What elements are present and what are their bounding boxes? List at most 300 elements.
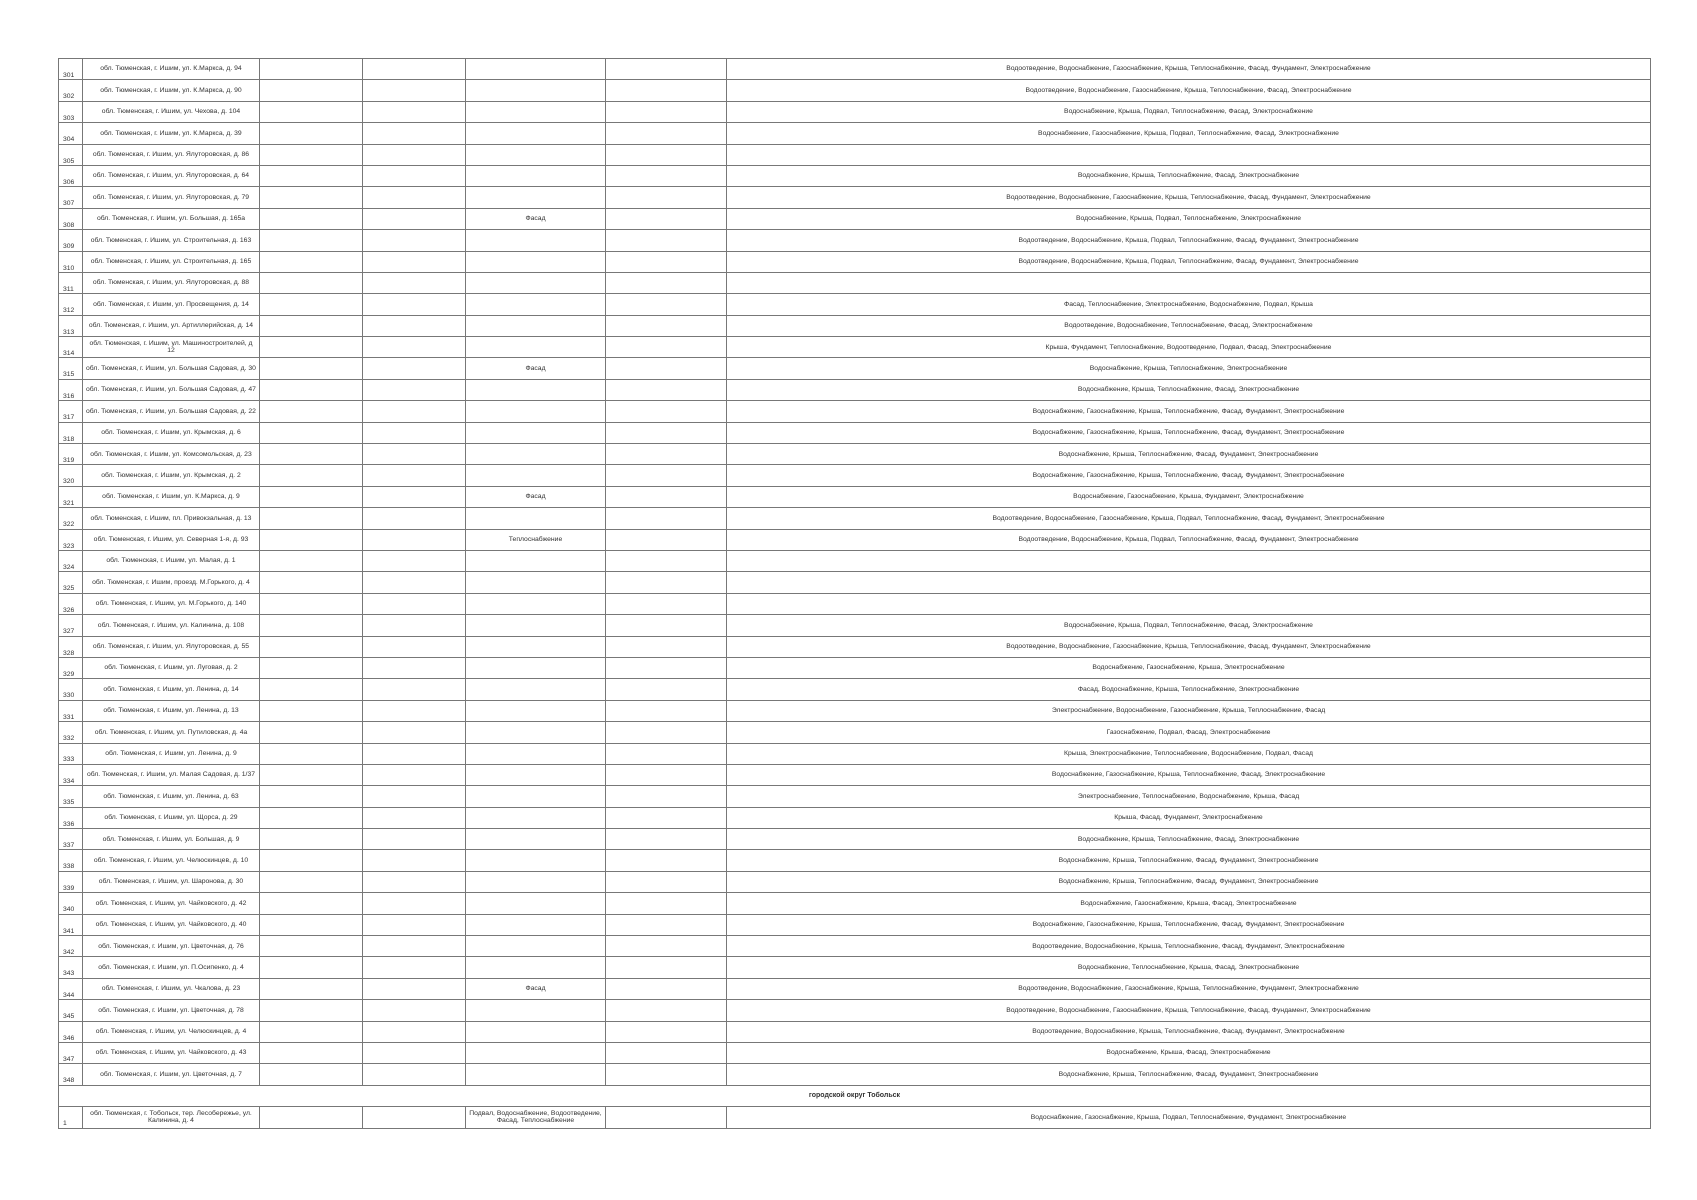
table-row — [59, 358, 1651, 379]
address-cell: обл. Тюменская, г. Ишим, ул. К.Маркса, д. 90 — [83, 80, 260, 101]
col3-cell — [260, 529, 363, 550]
works-cell: Водоснабжение, Газоснабжение, Крыша, Теплоснабжение, Фасад, Фундамент, Электроснабжение — [727, 465, 1651, 486]
col5-cell — [466, 786, 606, 807]
row-number: 336 — [59, 807, 83, 828]
row-number: 327 — [59, 615, 83, 636]
table-row — [59, 315, 1651, 336]
works-cell — [727, 550, 1651, 571]
col4-cell — [363, 657, 466, 678]
address-cell: обл. Тюменская, г. Ишим, ул. Ялуторовская, д. 86 — [83, 144, 260, 165]
col3-cell — [260, 978, 363, 999]
address-cell: обл. Тюменская, г. Ишим, ул. Малая, д. 1 — [83, 550, 260, 571]
col6-cell — [606, 187, 727, 208]
col3-cell — [260, 743, 363, 764]
col4-cell — [363, 422, 466, 443]
address-cell: обл. Тюменская, г. Ишим, ул. Ленина, д. 63 — [83, 786, 260, 807]
works-cell: Водоотведение, Водоснабжение, Крыша, Теплоснабжение, Фасад, Фундамент, Электроснабжение — [727, 1021, 1651, 1042]
table-row — [59, 829, 1651, 850]
col4-cell — [363, 722, 466, 743]
row-number: 339 — [59, 871, 83, 892]
row-number: 316 — [59, 379, 83, 400]
address-cell: обл. Тюменская, г. Ишим, ул. Крымская, д. 2 — [83, 465, 260, 486]
col4-cell — [363, 1064, 466, 1085]
works-cell: Водоснабжение, Крыша, Фасад, Электроснабжение — [727, 1042, 1651, 1063]
col3-cell — [260, 914, 363, 935]
col6-cell — [606, 1000, 727, 1021]
table-row — [59, 722, 1651, 743]
table-row — [59, 1000, 1651, 1021]
table-row — [59, 1042, 1651, 1063]
row-number: 337 — [59, 829, 83, 850]
address-cell: обл. Тюменская, г. Ишим, ул. Цветочная, д. 7 — [83, 1064, 260, 1085]
table-row — [59, 59, 1651, 80]
table-row — [59, 550, 1651, 571]
address-cell: обл. Тюменская, г. Ишим, ул. Строительная, д. 163 — [83, 230, 260, 251]
col6-cell — [606, 422, 727, 443]
col6-cell — [606, 722, 727, 743]
col5-cell: Фасад — [466, 358, 606, 379]
col5-cell — [466, 871, 606, 892]
col4-cell — [363, 1042, 466, 1063]
table-row — [59, 294, 1651, 315]
table-row — [59, 379, 1651, 400]
col5-cell — [466, 764, 606, 785]
col5-cell — [466, 700, 606, 721]
col4-cell — [363, 529, 466, 550]
col5-cell — [466, 722, 606, 743]
col5-cell — [466, 123, 606, 144]
table-row — [59, 893, 1651, 914]
col6-cell — [606, 807, 727, 828]
col6-cell — [606, 636, 727, 657]
works-cell: Водоснабжение, Крыша, Теплоснабжение, Электроснабжение — [727, 358, 1651, 379]
row-number: 326 — [59, 593, 83, 614]
col6-cell — [606, 80, 727, 101]
table-row — [59, 1107, 1651, 1128]
col4-cell — [363, 850, 466, 871]
row-number: 330 — [59, 679, 83, 700]
col3-cell — [260, 144, 363, 165]
col6-cell — [606, 893, 727, 914]
col5-cell — [466, 957, 606, 978]
row-number: 335 — [59, 786, 83, 807]
col6-cell — [606, 486, 727, 507]
col3-cell — [260, 123, 363, 144]
works-cell: Водоснабжение, Крыша, Теплоснабжение, Фасад, Электроснабжение — [727, 379, 1651, 400]
col4-cell — [363, 829, 466, 850]
col6-cell — [606, 272, 727, 293]
table-row — [59, 657, 1651, 678]
table-row — [59, 636, 1651, 657]
col3-cell — [260, 187, 363, 208]
col5-cell: Фасад — [466, 208, 606, 229]
col5-cell — [466, 508, 606, 529]
works-cell: Водоснабжение, Газоснабжение, Крыша, Фасад, Электроснабжение — [727, 893, 1651, 914]
col4-cell — [363, 936, 466, 957]
col4-cell — [363, 1000, 466, 1021]
works-cell: Водоотведение, Водоснабжение, Теплоснабжение, Фасад, Электроснабжение — [727, 315, 1651, 336]
row-number: 334 — [59, 764, 83, 785]
col4-cell — [363, 957, 466, 978]
address-cell: обл. Тюменская, г. Ишим, ул. Артиллерийская, д. 14 — [83, 315, 260, 336]
works-cell: Крыша, Фундамент, Теплоснабжение, Водоотведение, Подвал, Фасад, Электроснабжение — [727, 337, 1651, 358]
col4-cell — [363, 272, 466, 293]
row-number: 323 — [59, 529, 83, 550]
col6-cell — [606, 1064, 727, 1085]
col3-cell — [260, 807, 363, 828]
col3-cell — [260, 230, 363, 251]
col3-cell — [260, 315, 363, 336]
col3-cell — [260, 208, 363, 229]
col5-cell — [466, 572, 606, 593]
col4-cell — [363, 315, 466, 336]
table-row — [59, 230, 1651, 251]
works-cell — [727, 593, 1651, 614]
col6-cell — [606, 315, 727, 336]
row-number: 341 — [59, 914, 83, 935]
col4-cell — [363, 465, 466, 486]
table-row — [59, 251, 1651, 272]
col3-cell — [260, 101, 363, 122]
address-cell: обл. Тюменская, г. Ишим, ул. Большая Садовая, д. 30 — [83, 358, 260, 379]
col3-cell — [260, 444, 363, 465]
works-cell: Крыша, Фасад, Фундамент, Электроснабжение — [727, 807, 1651, 828]
address-cell: обл. Тюменская, г. Ишим, ул. П.Осипенко, д. 4 — [83, 957, 260, 978]
table-row — [59, 80, 1651, 101]
row-number: 324 — [59, 550, 83, 571]
row-number: 329 — [59, 657, 83, 678]
col6-cell — [606, 850, 727, 871]
col4-cell — [363, 679, 466, 700]
col5-cell — [466, 657, 606, 678]
col4-cell — [363, 636, 466, 657]
col4-cell — [363, 101, 466, 122]
table-row — [59, 807, 1651, 828]
col4-cell — [363, 251, 466, 272]
address-cell: обл. Тюменская, г. Ишим, ул. Чкалова, д. 23 — [83, 978, 260, 999]
col5-cell — [466, 550, 606, 571]
col5-cell — [466, 187, 606, 208]
address-cell: обл. Тюменская, г. Ишим, ул. Комсомольская, д. 23 — [83, 444, 260, 465]
col6-cell — [606, 465, 727, 486]
col5-cell — [466, 80, 606, 101]
col3-cell — [260, 957, 363, 978]
works-cell: Водоснабжение, Газоснабжение, Крыша, Теплоснабжение, Фасад, Электроснабжение — [727, 764, 1651, 785]
table-row — [59, 401, 1651, 422]
col5-cell — [466, 807, 606, 828]
col3-cell — [260, 572, 363, 593]
col6-cell — [606, 1021, 727, 1042]
col3-cell — [260, 936, 363, 957]
table-row — [59, 529, 1651, 550]
col4-cell — [363, 978, 466, 999]
col3-cell — [260, 1064, 363, 1085]
table-row — [59, 572, 1651, 593]
row-number: 301 — [59, 59, 83, 80]
row-number: 342 — [59, 936, 83, 957]
works-cell: Водоснабжение, Крыша, Подвал, Теплоснабжение, Электроснабжение — [727, 208, 1651, 229]
col4-cell — [363, 123, 466, 144]
table-row — [59, 700, 1651, 721]
table-row — [59, 337, 1651, 358]
col3-cell — [260, 251, 363, 272]
col5-cell — [466, 101, 606, 122]
works-cell: Водоотведение, Водоснабжение, Газоснабжение, Крыша, Теплоснабжение, Фасад, Фундамент, Электроснабжение — [727, 59, 1651, 80]
row-number: 320 — [59, 465, 83, 486]
address-cell: обл. Тюменская, г. Ишим, ул. Большая, д. 9 — [83, 829, 260, 850]
works-cell: Водоотведение, Водоснабжение, Крыша, Подвал, Теплоснабжение, Фасад, Фундамент, Электроснабжение — [727, 230, 1651, 251]
address-cell: обл. Тюменская, г. Ишим, ул. Ленина, д. 9 — [83, 743, 260, 764]
row-number: 340 — [59, 893, 83, 914]
col3-cell — [260, 550, 363, 571]
address-cell: обл. Тюменская, г. Ишим, ул. Крымская, д. 6 — [83, 422, 260, 443]
col5-cell — [466, 465, 606, 486]
works-cell: Водоотведение, Водоснабжение, Газоснабжение, Крыша, Подвал, Теплоснабжение, Фасад, Фундамент, Электроснабжение — [727, 508, 1651, 529]
col6-cell — [606, 337, 727, 358]
section-title: городской округ Тобольск — [59, 1085, 1651, 1106]
address-cell: обл. Тюменская, г. Ишим, ул. Цветочная, д. 78 — [83, 1000, 260, 1021]
addresses-table — [58, 58, 1651, 1129]
address-cell: обл. Тюменская, г. Ишим, проезд. М.Горького, д. 4 — [83, 572, 260, 593]
row-number: 307 — [59, 187, 83, 208]
works-cell: Фасад, Водоснабжение, Крыша, Теплоснабжение, Электроснабжение — [727, 679, 1651, 700]
table-row — [59, 957, 1651, 978]
works-cell: Водоотведение, Водоснабжение, Крыша, Подвал, Теплоснабжение, Фасад, Фундамент, Электроснабжение — [727, 251, 1651, 272]
col3-cell — [260, 379, 363, 400]
row-number: 322 — [59, 508, 83, 529]
row-number: 308 — [59, 208, 83, 229]
works-cell: Водоснабжение, Крыша, Теплоснабжение, Фасад, Фундамент, Электроснабжение — [727, 871, 1651, 892]
works-cell: Газоснабжение, Подвал, Фасад, Электроснабжение — [727, 722, 1651, 743]
col3-cell — [260, 59, 363, 80]
table-row — [59, 850, 1651, 871]
row-number: 313 — [59, 315, 83, 336]
address-cell: обл. Тюменская, г. Тобольск, тер. Лесобережье, ул. Калинина, д. 4 — [83, 1107, 260, 1128]
table-row — [59, 936, 1651, 957]
works-cell: Водоснабжение, Крыша, Теплоснабжение, Фасад, Электроснабжение — [727, 829, 1651, 850]
col3-cell — [260, 401, 363, 422]
address-cell: обл. Тюменская, г. Ишим, ул. Большая, д. 165а — [83, 208, 260, 229]
col5-cell: Фасад — [466, 978, 606, 999]
row-number: 348 — [59, 1064, 83, 1085]
address-cell: обл. Тюменская, г. Ишим, ул. Большая Садовая, д. 22 — [83, 401, 260, 422]
row-number: 312 — [59, 294, 83, 315]
col4-cell — [363, 165, 466, 186]
col3-cell — [260, 358, 363, 379]
col6-cell — [606, 679, 727, 700]
col4-cell — [363, 893, 466, 914]
col6-cell — [606, 871, 727, 892]
table-row — [59, 465, 1651, 486]
col3-cell — [260, 722, 363, 743]
address-cell: обл. Тюменская, г. Ишим, ул. Щорса, д. 29 — [83, 807, 260, 828]
col6-cell — [606, 957, 727, 978]
address-cell: обл. Тюменская, г. Ишим, ул. Чайковского, д. 43 — [83, 1042, 260, 1063]
row-number: 325 — [59, 572, 83, 593]
works-cell: Водоснабжение, Газоснабжение, Крыша, Теплоснабжение, Фасад, Фундамент, Электроснабжение — [727, 401, 1651, 422]
col4-cell — [363, 486, 466, 507]
col5-cell — [466, 59, 606, 80]
address-cell: обл. Тюменская, г. Ишим, ул. М.Горького, д. 140 — [83, 593, 260, 614]
row-number: 303 — [59, 101, 83, 122]
col3-cell — [260, 1021, 363, 1042]
col4-cell — [363, 294, 466, 315]
table-row — [59, 914, 1651, 935]
col3-cell — [260, 272, 363, 293]
col5-cell — [466, 422, 606, 443]
col5-cell — [466, 294, 606, 315]
works-cell: Водоснабжение, Газоснабжение, Крыша, Подвал, Теплоснабжение, Фасад, Электроснабжение — [727, 123, 1651, 144]
col3-cell — [260, 786, 363, 807]
row-number: 328 — [59, 636, 83, 657]
works-cell — [727, 272, 1651, 293]
col4-cell — [363, 230, 466, 251]
col6-cell — [606, 593, 727, 614]
col4-cell — [363, 743, 466, 764]
col3-cell — [260, 764, 363, 785]
section-row — [59, 1085, 1651, 1106]
works-cell: Водоотведение, Водоснабжение, Газоснабжение, Крыша, Теплоснабжение, Фасад, Фундамент, Электроснабжение — [727, 1000, 1651, 1021]
col5-cell — [466, 251, 606, 272]
col4-cell — [363, 59, 466, 80]
col5-cell — [466, 1000, 606, 1021]
col4-cell — [363, 700, 466, 721]
table-row — [59, 743, 1651, 764]
table-row — [59, 593, 1651, 614]
table-row — [59, 187, 1651, 208]
works-cell: Водоотведение, Водоснабжение, Газоснабжение, Крыша, Теплоснабжение, Фасад, Электроснабжение — [727, 80, 1651, 101]
col4-cell — [363, 379, 466, 400]
row-number: 1 — [59, 1107, 83, 1128]
col6-cell — [606, 700, 727, 721]
row-number: 332 — [59, 722, 83, 743]
col5-cell — [466, 1064, 606, 1085]
address-cell: обл. Тюменская, г. Ишим, ул. Калинина, д. 108 — [83, 615, 260, 636]
works-cell: Водоотведение, Водоснабжение, Газоснабжение, Крыша, Теплоснабжение, Фундамент, Электроснабжение — [727, 978, 1651, 999]
col3-cell — [260, 1107, 363, 1128]
col5-cell — [466, 615, 606, 636]
table-row — [59, 1064, 1651, 1085]
col3-cell — [260, 871, 363, 892]
works-cell: Водоснабжение, Крыша, Теплоснабжение, Фасад, Фундамент, Электроснабжение — [727, 850, 1651, 871]
col3-cell — [260, 657, 363, 678]
address-cell: обл. Тюменская, г. Ишим, ул. Ленина, д. 13 — [83, 700, 260, 721]
col3-cell — [260, 593, 363, 614]
row-number: 318 — [59, 422, 83, 443]
works-cell: Водоснабжение, Крыша, Подвал, Теплоснабжение, Фасад, Электроснабжение — [727, 615, 1651, 636]
col6-cell — [606, 786, 727, 807]
table-row — [59, 165, 1651, 186]
table-row — [59, 786, 1651, 807]
col4-cell — [363, 358, 466, 379]
address-cell: обл. Тюменская, г. Ишим, ул. Шаронова, д. 30 — [83, 871, 260, 892]
address-cell: обл. Тюменская, г. Ишим, ул. Машиностроителей, д 12 — [83, 337, 260, 358]
col3-cell — [260, 337, 363, 358]
col4-cell — [363, 550, 466, 571]
works-cell: Водоснабжение, Газоснабжение, Крыша, Фундамент, Электроснабжение — [727, 486, 1651, 507]
col5-cell — [466, 1021, 606, 1042]
col5-cell — [466, 379, 606, 400]
row-number: 306 — [59, 165, 83, 186]
table-row — [59, 764, 1651, 785]
col6-cell — [606, 401, 727, 422]
col5-cell — [466, 165, 606, 186]
table-row — [59, 422, 1651, 443]
table-row — [59, 679, 1651, 700]
col6-cell — [606, 529, 727, 550]
col5-cell — [466, 636, 606, 657]
col6-cell — [606, 743, 727, 764]
address-cell: обл. Тюменская, г. Ишим, ул. Просвещения, д. 14 — [83, 294, 260, 315]
col4-cell — [363, 615, 466, 636]
address-cell: обл. Тюменская, г. Ишим, пл. Привокзальная, д. 13 — [83, 508, 260, 529]
works-cell: Крыша, Электроснабжение, Теплоснабжение, Водоснабжение, Подвал, Фасад — [727, 743, 1651, 764]
col5-cell — [466, 914, 606, 935]
table-row — [59, 208, 1651, 229]
col3-cell — [260, 615, 363, 636]
col4-cell — [363, 187, 466, 208]
address-cell: обл. Тюменская, г. Ишим, ул. Чайковского, д. 42 — [83, 893, 260, 914]
address-cell: обл. Тюменская, г. Ишим, ул. Большая Садовая, д. 47 — [83, 379, 260, 400]
row-number: 338 — [59, 850, 83, 871]
col3-cell — [260, 829, 363, 850]
address-cell: обл. Тюменская, г. Ишим, ул. Ялуторовская, д. 88 — [83, 272, 260, 293]
col3-cell — [260, 465, 363, 486]
table-row — [59, 978, 1651, 999]
col3-cell — [260, 1042, 363, 1063]
row-number: 317 — [59, 401, 83, 422]
table-row — [59, 444, 1651, 465]
works-cell: Водоснабжение, Газоснабжение, Крыша, Теплоснабжение, Фасад, Фундамент, Электроснабжение — [727, 914, 1651, 935]
address-cell: обл. Тюменская, г. Ишим, ул. Челюскинцев, д. 10 — [83, 850, 260, 871]
col6-cell — [606, 123, 727, 144]
works-cell: Электроснабжение, Водоснабжение, Газоснабжение, Крыша, Теплоснабжение, Фасад — [727, 700, 1651, 721]
row-number: 321 — [59, 486, 83, 507]
works-cell: Водоотведение, Водоснабжение, Крыша, Теплоснабжение, Фасад, Фундамент, Электроснабжение — [727, 936, 1651, 957]
row-number: 346 — [59, 1021, 83, 1042]
works-cell — [727, 144, 1651, 165]
col6-cell — [606, 1042, 727, 1063]
col5-cell: Теплоснабжение — [466, 529, 606, 550]
col5-cell — [466, 272, 606, 293]
col6-cell — [606, 379, 727, 400]
col4-cell — [363, 444, 466, 465]
works-cell: Водоснабжение, Крыша, Теплоснабжение, Фасад, Фундамент, Электроснабжение — [727, 444, 1651, 465]
col6-cell — [606, 230, 727, 251]
col5-cell — [466, 401, 606, 422]
col3-cell — [260, 80, 363, 101]
col5-cell — [466, 337, 606, 358]
col6-cell — [606, 59, 727, 80]
col6-cell — [606, 829, 727, 850]
col5-cell — [466, 444, 606, 465]
address-cell: обл. Тюменская, г. Ишим, ул. Ялуторовская, д. 55 — [83, 636, 260, 657]
col4-cell — [363, 1021, 466, 1042]
address-cell: обл. Тюменская, г. Ишим, ул. Чехова, д. 104 — [83, 101, 260, 122]
col4-cell — [363, 593, 466, 614]
address-cell: обл. Тюменская, г. Ишим, ул. Луговая, д. 2 — [83, 657, 260, 678]
col4-cell — [363, 764, 466, 785]
address-cell: обл. Тюменская, г. Ишим, ул. Малая Садовая, д. 1/37 — [83, 764, 260, 785]
col5-cell — [466, 936, 606, 957]
col6-cell — [606, 358, 727, 379]
works-cell: Водоснабжение, Крыша, Теплоснабжение, Фасад, Фундамент, Электроснабжение — [727, 1064, 1651, 1085]
works-cell: Водоснабжение, Крыша, Теплоснабжение, Фасад, Электроснабжение — [727, 165, 1651, 186]
col4-cell — [363, 337, 466, 358]
col6-cell — [606, 978, 727, 999]
address-cell: обл. Тюменская, г. Ишим, ул. Ялуторовская, д. 64 — [83, 165, 260, 186]
col6-cell — [606, 508, 727, 529]
